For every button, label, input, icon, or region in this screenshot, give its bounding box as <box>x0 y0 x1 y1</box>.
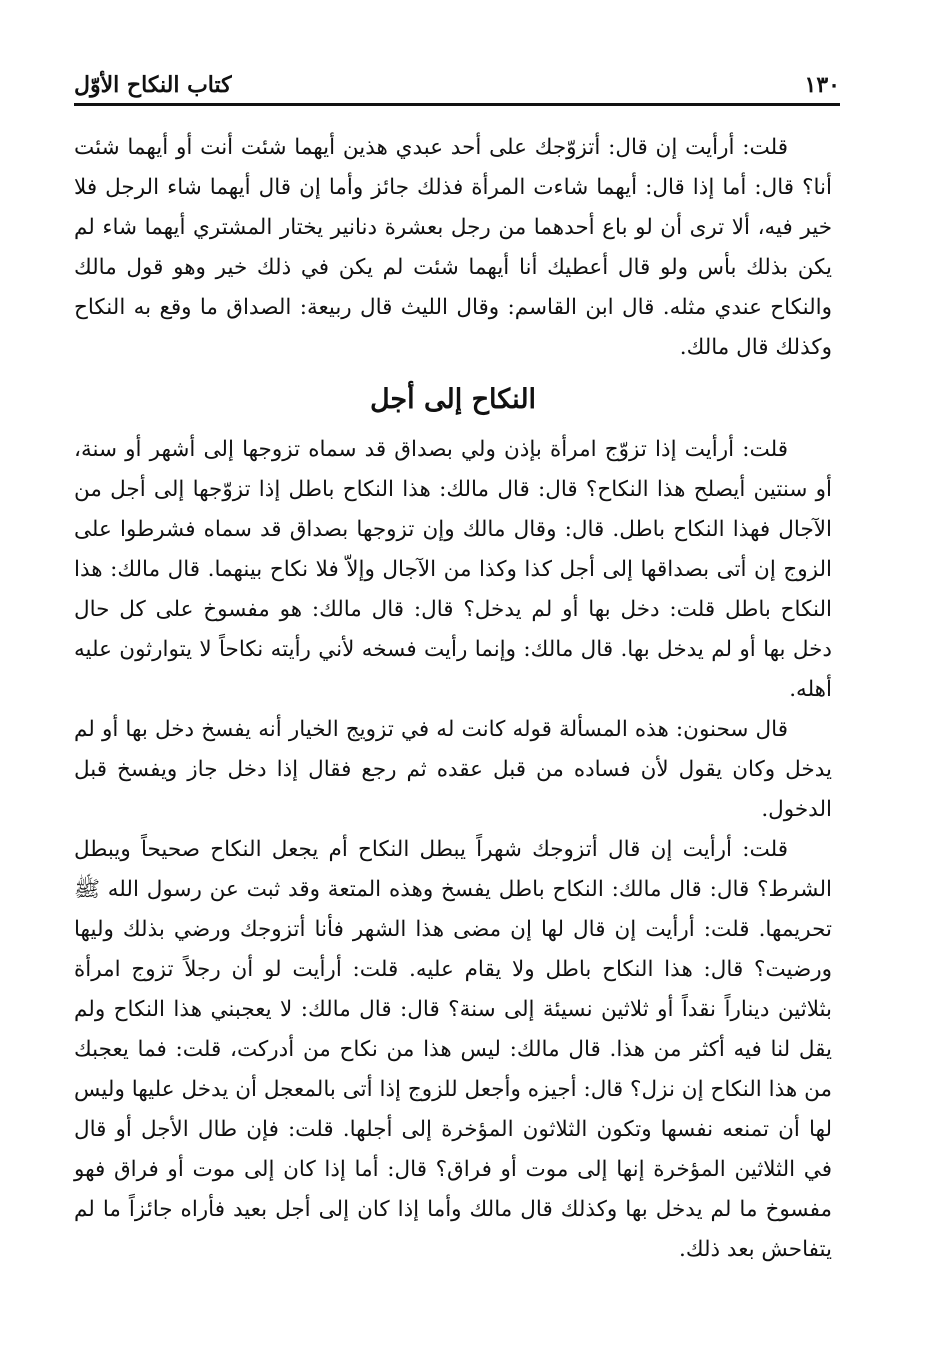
paragraph: قلت: أرأيت إن قال أتزوجك شهراً يبطل النكاح أم يجعل النكاح صحيحاً ويبطل الشرط؟ قال: قال مالك: النكاح باطل يفسخ وهذه المتعة وقد ثبت عن رسول الله ﷺ تحريمها. قلت: أرأيت إن قال لها إن مضى هذا الشهر فأنا أتزوجك ورضي بذلك وليها ورضيت؟ قال: هذا النكاح باطل ولا يقام عليه. قلت: أرأيت لو أن رجلاً تزوج امرأة بثلاثين ديناراً نقداً أو ثلاثين نسيئة إلى سنة؟ قال: قال مالك: لا يعجبني هذا النكاح ولم يقل لنا فيه أكثر من هذا. قال مالك: ليس هذا من نكاح من أدركت، قلت: فما يعجبك من هذا النكاح إن نزل؟ قال: أجيزه وأجعل للزوج إذا أتى بالمعجل أن يدخل عليها وليس لها أن تمنعه نفسها وتكون الثلاثون المؤخرة إلى أجلها. قلت: فإن طال الأجل أو قال في الثلاثين المؤخرة إنها إلى موت أو فراق؟ قال: أما إذا كان إلى موت أو فراق فهو مفسوخ ما لم يدخل بها وكذلك قال مالك وأما إذا كان إلى أجل بعيد فأراه جائزاً ما لم يتفاحش بعد ذلك. <box>74 837 833 1262</box>
paragraph: قلت: أرأيت إذا تزوّج امرأة بإذن ولي بصداق قد سماه تزوجها إلى أشهر أو سنة، أو سنتين أيصلح هذا النكاح؟ قال: قال مالك: هذا النكاح باطل إذا تزوّجها إلى أجل من الآجال فهذا النكاح باطل. قال: وقال مالك وإن تزوجها بصداق قد سماه فشرطوا على الزوج إن أتى بصداقها إلى أجل كذا وكذا من الآجال وإلاّ فلا نكاح بينهما. قال مالك: هذا النكاح باطل قلت: دخل بها أو لم يدخل؟ قال: قال مالك: هو مفسوخ على كل حال دخل بها أو لم يدخل بها. قال مالك: وإنما رأيت فسخه لأني رأيته نكاحاً لا يتوارثون عليه أهله. <box>74 437 832 702</box>
header-divider <box>74 103 840 106</box>
running-title: كتاب النكاح الأوّل <box>74 72 232 98</box>
section-title: النكاح إلى أجل <box>369 384 537 415</box>
page-header <box>74 62 840 98</box>
page-body <box>74 128 832 1270</box>
page-number: ١٣٠ <box>804 72 840 98</box>
paragraph: قلت: أرأيت إن قال: أتزوّجك على أحد عبدي هذين أيهما شئت أنت أو أيهما شئت أنا؟ قال: أما إذا قال: أيهما شاءت المرأة فذلك جائز وأما إن قال أيهما شاء الرجل فلا خير فيه، ألا ترى أن لو باع أحدهما من رجل بعشرة دنانير يختار المشتري أيهما شاء لم يكن بذلك بأس ولو قال أعطيك أنا أيهما شئت لم يكن في ذلك خير وهو قول مالك والنكاح عندي مثله. قال ابن القاسم: وقال الليث قال ربيعة: الصداق ما وقع به النكاح وكذلك قال مالك. <box>74 135 832 360</box>
paragraph: قال سحنون: هذه المسألة قوله كانت له في تزويج الخيار أنه يفسخ دخل بها أو لم يدخل وكان يقول لأن فساده من قبل عقده ثم رجع فقال إذا دخل جاز ويفسخ قبل الدخول. <box>74 717 832 822</box>
